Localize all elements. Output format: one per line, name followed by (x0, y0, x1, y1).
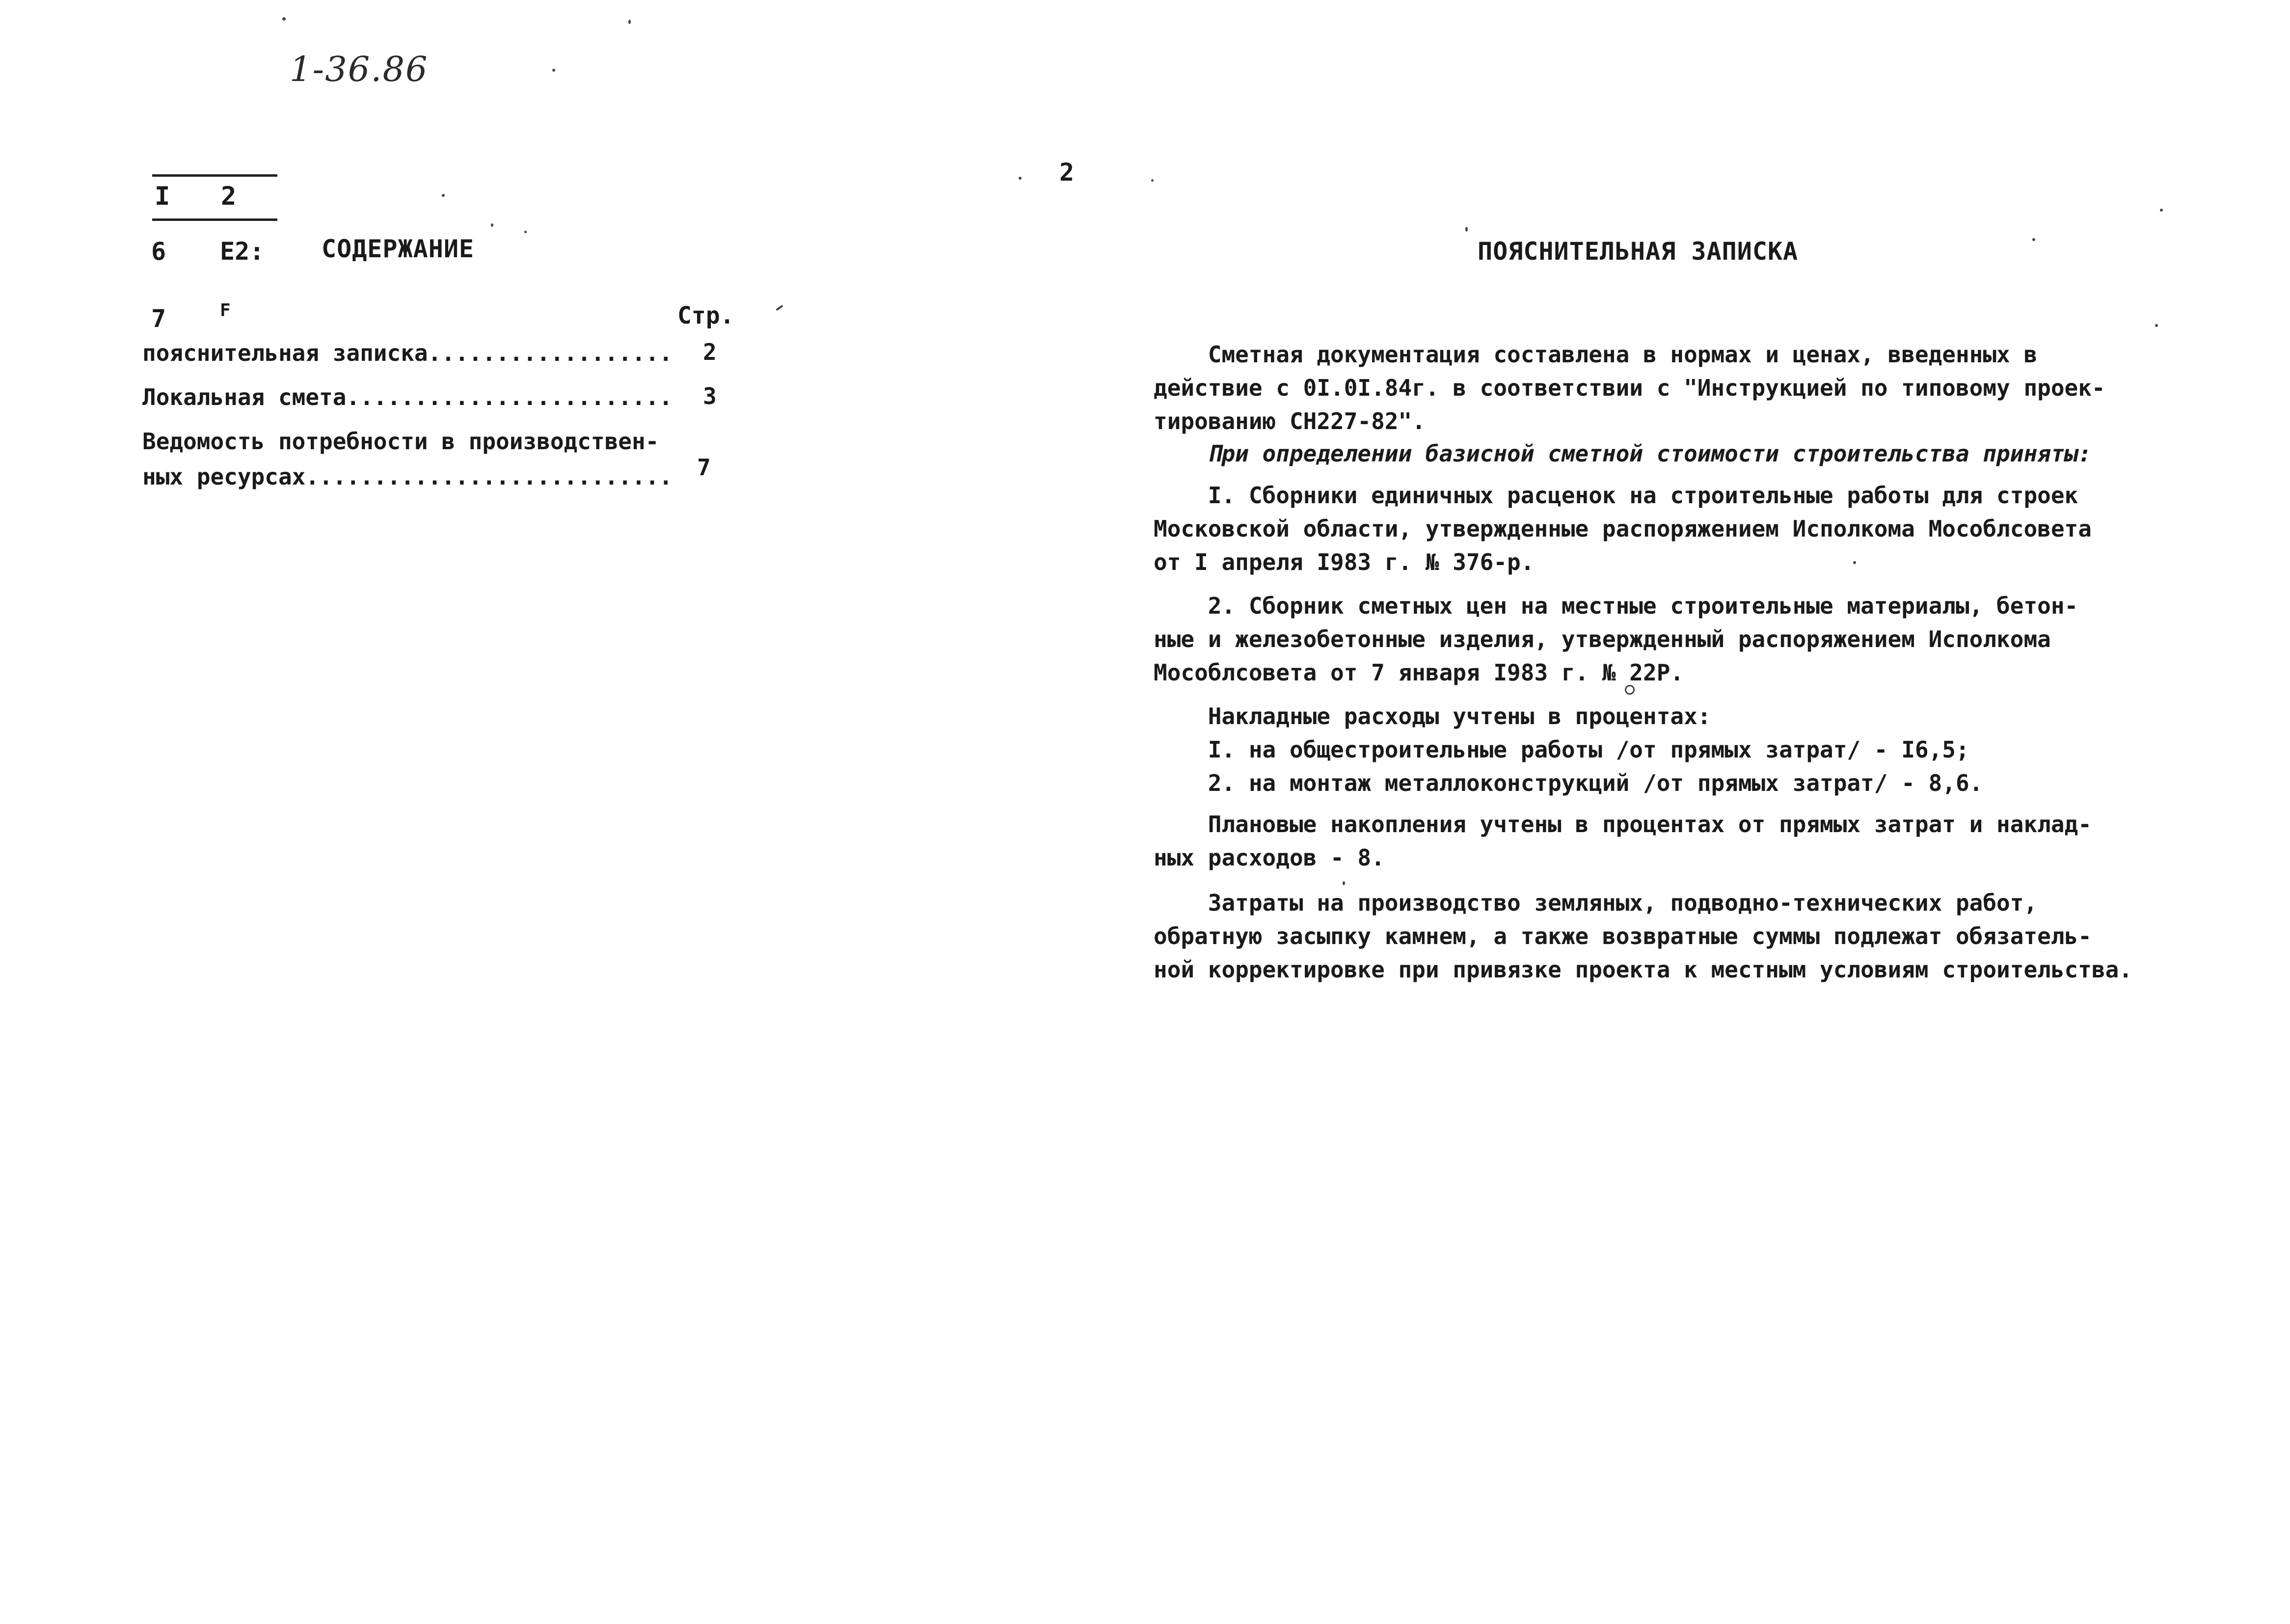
scan-speck (1853, 561, 1856, 564)
scan-speck (1465, 227, 1468, 232)
row-number: 7 (151, 304, 166, 333)
scan-speck (282, 17, 286, 21)
scan-speck (1151, 179, 1154, 182)
toc-row-text: Ведомость потребности в производствен- ных ресурсах........................... (142, 428, 673, 490)
stamp-left-value: I (155, 182, 170, 211)
scan-speck (1625, 685, 1635, 695)
note-paragraph: Затраты на производство земляных, подводно-технических работ, обратную засыпку камнем, а также возвратные суммы подлежат обязатель- ной корректировке при привязке проекта к местным условиям строительства. (1154, 890, 2132, 983)
scan-speck (2160, 209, 2163, 212)
note-paragraph: Накладные расходы учтены в процентах: I. на общестроительные работы /от прямых затрат/ - I6,5; 2. на монтаж металлоконструкций /от прямых затрат/ - 8,6. (1208, 703, 1983, 796)
scan-speck (628, 20, 631, 24)
scan-speck (552, 69, 555, 72)
row-code: F (220, 300, 231, 321)
scan-speck (524, 231, 527, 233)
sheet-stamp (152, 174, 277, 221)
scan-speck (491, 223, 493, 227)
row-code: E2: (220, 237, 265, 266)
toc-page-column-label: Стр. (677, 302, 734, 329)
stamp-right-value: 2 (221, 182, 237, 211)
toc-row-page: 3 (703, 383, 717, 409)
scan-speck (442, 194, 445, 197)
toc-row-text: пояснительная записка.................. (142, 340, 673, 366)
scan-speck (2155, 324, 2158, 327)
toc-row-page: 2 (703, 339, 717, 365)
toc-row-text: Локальная смета........................ (142, 384, 673, 410)
scan-speck (776, 305, 783, 311)
note-paragraph: При определении базисной сметной стоимости строительства приняты: (1154, 440, 2092, 467)
scan-speck (1019, 177, 1022, 180)
handwritten-number: 1-36.86 (290, 49, 429, 89)
note-paragraph: 2. Сборник сметных цен на местные строительные материалы, бетон- ные и железобетонные изделия, утвержденный распоряжением Исполкома Мособлсовета от 7 января I983 г. № 22Р. (1154, 593, 2078, 686)
scan-speck (2032, 238, 2035, 241)
note-paragraph: Плановые накопления учтены в процентах от прямых затрат и наклад- ных расходов - 8. (1154, 811, 2092, 871)
note-title: ПОЯСНИТЕЛЬНАЯ ЗАПИСКА (1478, 237, 1799, 266)
scan-speck (1343, 881, 1345, 885)
note-paragraph: I. Сборники единичных расценок на строительные работы для строек Московской области, утвержденные распоряжением Исполкома Мособлсовета от I апреля I983 г. № 376-р. (1154, 482, 2092, 575)
page-number: 2 (1059, 158, 1075, 187)
toc-title: СОДЕРЖАНИЕ (322, 235, 475, 263)
toc-row-page: 7 (697, 454, 711, 481)
row-number: 6 (151, 237, 166, 266)
note-paragraph: Сметная документация составлена в нормах и ценах, введенных в действие с 0I.0I.84г. в соответствии с "Инструкцией по типовому проек- тированию СН227-82". (1154, 341, 2105, 434)
